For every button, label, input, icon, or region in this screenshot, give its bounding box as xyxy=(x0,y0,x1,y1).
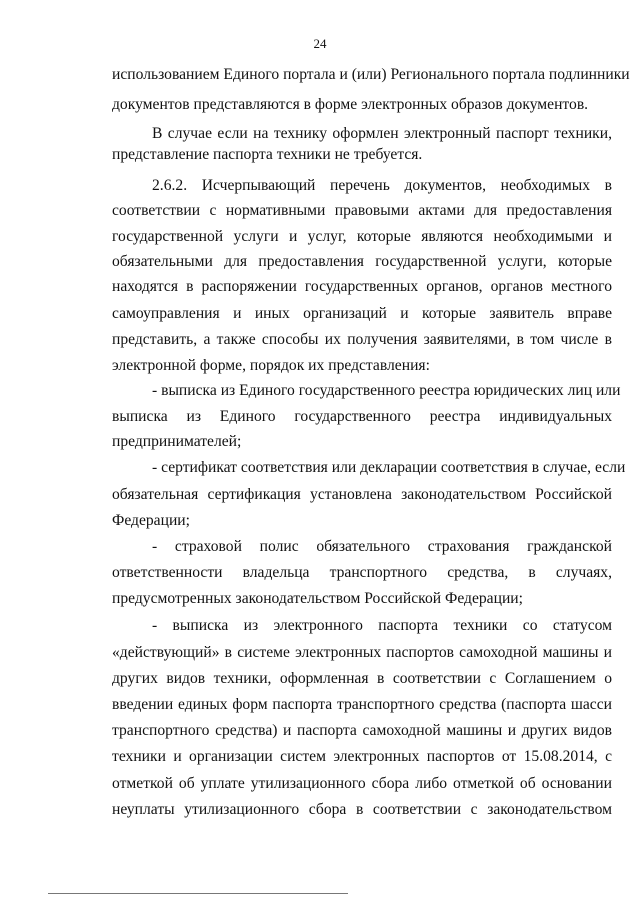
text-line: транспортного средства) и паспорта самоходной машины и других видов xyxy=(112,722,612,739)
text-line: соответствии с нормативными правовыми актами для предоставления xyxy=(112,202,612,219)
text-line: предусмотренных законодательством Российской Федерации; xyxy=(112,590,523,607)
text-line: неуплаты утилизационного сбора в соответствии с законодательством xyxy=(112,801,612,818)
list-item-line: - выписка из электронного паспорта техники со статусом xyxy=(152,617,612,634)
text-line: В случае если на технику оформлен электронный паспорт техники, xyxy=(152,125,612,142)
text-line: находятся в распоряжении государственных органов, органов местного xyxy=(112,278,612,295)
bottom-divider xyxy=(48,893,348,894)
text-line: обязательная сертификация установлена законодательством Российской xyxy=(112,486,612,503)
text-line: самоуправления и иных организаций и которые заявитель вправе xyxy=(112,305,612,322)
text-line: государственной услуги и услуг, которые являются необходимыми и xyxy=(112,228,612,245)
text-line: техники и организации систем электронных паспортов от 15.08.2014, с xyxy=(112,748,612,765)
text-line: использованием Единого портала и (или) Регионального портала подлинники xyxy=(112,66,630,83)
text-line: ответственности владельца транспортного средства, в случаях, xyxy=(112,564,612,581)
text-line: обязательными для предоставления государственной услуги, которые xyxy=(112,253,612,270)
text-line: «действующий» в системе электронных паспортов самоходной машины и xyxy=(112,644,612,661)
page-number: 24 xyxy=(313,36,327,51)
text-line: электронной форме, порядок их представления: xyxy=(112,357,430,374)
text-line: документов представляются в форме электронных образов документов. xyxy=(112,96,589,113)
text-line: других видов техники, оформленная в соответствии с Соглашением о xyxy=(112,670,612,687)
text-line: введении единых форм паспорта транспортного средства (паспорта шасси xyxy=(112,696,612,713)
text-line: представление паспорта техники не требуется. xyxy=(112,146,423,163)
text-line: 2.6.2. Исчерпывающий перечень документов, необходимых в xyxy=(152,177,612,194)
text-line: представить, а также способы их получения заявителями, в том числе в xyxy=(112,331,612,348)
text-line: выписка из Единого государственного реестра индивидуальных xyxy=(112,408,612,425)
text-line: Федерации; xyxy=(112,512,190,529)
text-line: предпринимателей; xyxy=(112,433,242,450)
list-item-line: - выписка из Единого государственного реестра юридических лиц или xyxy=(152,382,621,399)
text-line: отметкой об уплате утилизационного сбора либо отметкой об основании xyxy=(112,775,612,792)
list-item-line: - страховой полис обязательного страхования гражданской xyxy=(152,538,612,555)
list-item-line: - сертификат соответствия или декларации соответствия в случае, если xyxy=(152,459,626,476)
